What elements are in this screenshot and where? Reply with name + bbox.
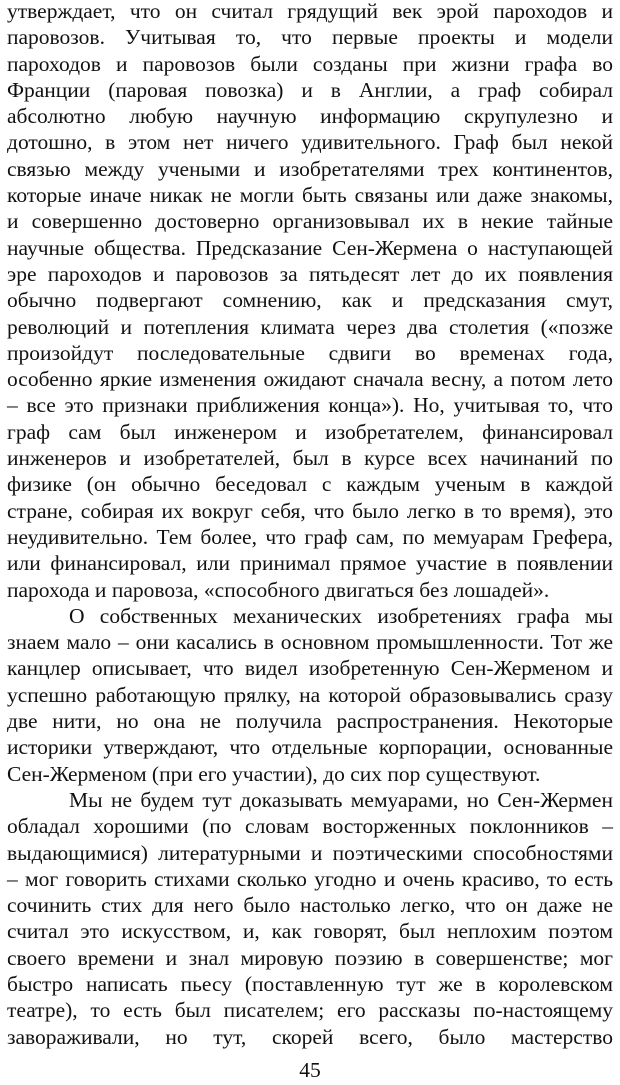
text-line: театре), то есть был писателем; его рассказы по-настоящему <box>7 998 613 1023</box>
page-number: 45 <box>299 1058 321 1082</box>
text-line: обладал хорошими (по словам восторженных поклонников – <box>7 814 613 839</box>
text-line: быстро написать пьесу (поставленную тут же в королевском <box>7 971 613 996</box>
text-line: абсолютно любую научную информацию скрупулезно и <box>7 104 613 129</box>
paragraph-3 <box>7 787 613 1050</box>
text-line: выдающимися) литературными и поэтическими способностями <box>7 840 613 865</box>
text-line: обычно подвергают сомнению, как и предсказания смут, <box>7 288 613 313</box>
text-line: связью между учеными и изобретателями трех континентов, <box>7 156 613 181</box>
text-line: инженеров и изобретателей, был в курсе всех начинаний по <box>7 446 613 471</box>
text-line: эре пароходов и паровозов за пятьдесят лет до их появления <box>7 261 613 286</box>
text-line: граф сам был инженером и изобретателем, финансировал <box>7 419 613 444</box>
text-line: произойдут последовательные сдвиги во временах года, <box>7 340 613 365</box>
text-line: две нити, но она не получила распространения. Некоторые <box>7 709 613 734</box>
paragraph-1 <box>7 0 613 603</box>
text-line: считал это искусством, и, как говорят, был неплохим поэтом <box>7 919 613 944</box>
paragraph-2 <box>7 603 613 787</box>
text-line: пароходов и паровозов были созданы при жизни графа во <box>7 51 613 76</box>
text-line: О собственных механических изобретениях графа мы <box>69 603 613 628</box>
body-text <box>7 0 613 1050</box>
text-line: особенно яркие изменения ожидают сначала весну, а потом лето <box>7 367 613 392</box>
text-line: паровозов. Учитывая то, что первые проекты и модели <box>7 25 613 50</box>
text-line: – все это признаки приближения конца»). Но, учитывая то, что <box>7 393 613 418</box>
text-line: Франции (паровая повозка) и в Англии, а граф собирал <box>7 77 613 102</box>
text-line: канцлер описывает, что видел изобретенную Сен-Жерменом и <box>7 656 613 681</box>
text-line: Сен-Жерменом (при его участии), до сих пор существуют. <box>7 761 541 786</box>
text-line: которые иначе никак не могли быть связаны или даже знакомы, <box>7 183 613 208</box>
text-line: революций и потепления климата через два столетия («позже <box>7 314 613 339</box>
text-line: сочинить стих для него было настолько легко, что он даже не <box>7 893 613 918</box>
text-line: утверждает, что он считал грядущий век эрой пароходов и <box>7 0 613 23</box>
text-line: дотошно, в этом нет ничего удивительного. Граф был некой <box>7 130 613 155</box>
text-line: – мог говорить стихами сколько угодно и очень красиво, то есть <box>7 866 613 891</box>
text-line: знаем мало – они касались в основном промышленности. Тот же <box>7 630 613 655</box>
text-line: научные общества. Предсказание Сен-Жермена о наступающей <box>7 235 613 260</box>
text-line: физике (он обычно беседовал с каждым ученым в каждой <box>7 472 613 497</box>
text-line: или финансировал, или принимал прямое участие в появлении <box>7 551 613 576</box>
text-line: своего времени и знал мировую поэзию в совершенстве; мог <box>7 945 613 970</box>
text-line: успешно работающую прялку, на которой образовывались сразу <box>7 682 613 707</box>
text-line: историки утверждают, что отдельные корпорации, основанные <box>7 735 613 760</box>
text-line: и совершенно достоверно организовывал их в некие тайные <box>7 209 613 234</box>
text-line: неудивительно. Тем более, что граф сам, по мемуарам Грефера, <box>7 524 613 549</box>
text-line: стране, собирая их вокруг себя, что было легко в то время), это <box>7 498 613 523</box>
text-line: завораживали, но тут, скорей всего, было мастерство <box>7 1024 613 1049</box>
text-line: парохода и паровоза, «способного двигаться без лошадей». <box>7 577 550 602</box>
text-line: Мы не будем тут доказывать мемуарами, но Сен-Жермен <box>69 787 613 812</box>
